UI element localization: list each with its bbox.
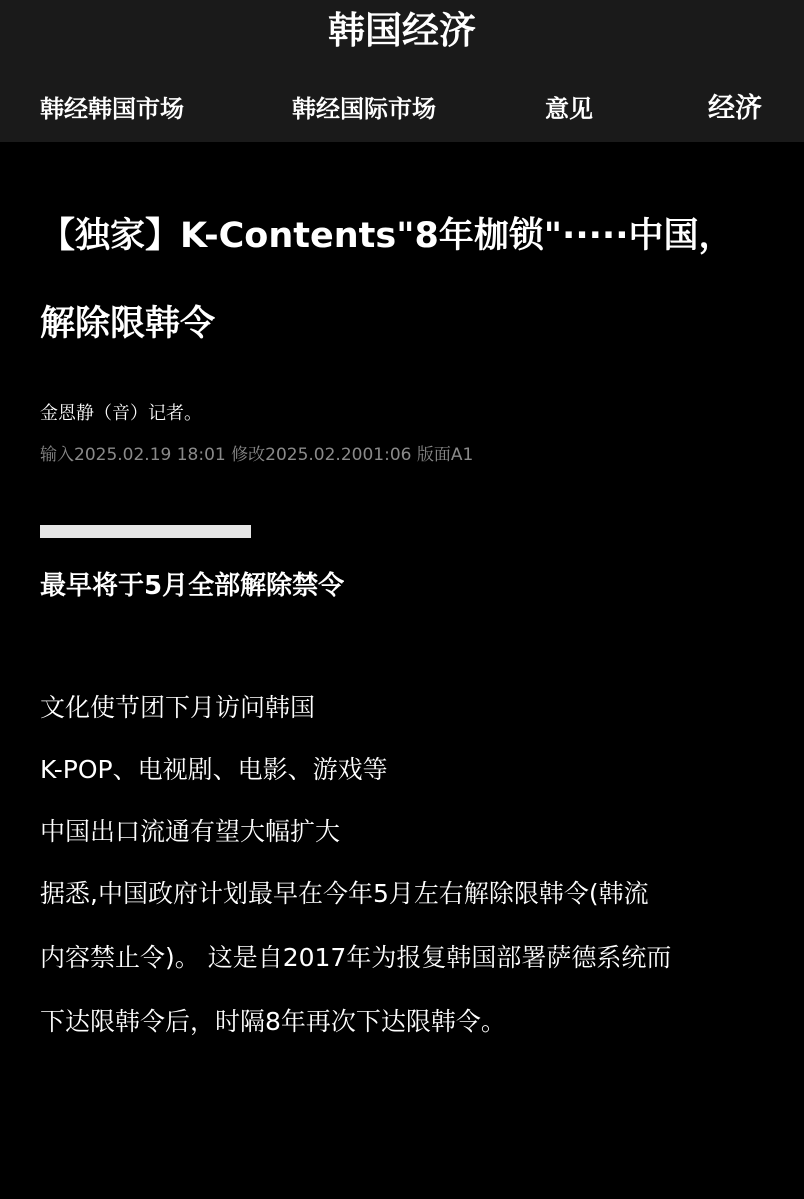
body-line: 据悉,中国政府计划最早在今年5月左右解除限韩令(韩流 [40, 879, 649, 908]
nav-bar [0, 82, 804, 136]
article-body [40, 862, 760, 1054]
summary-point: 文化使节团下月访问韩国 [40, 693, 316, 722]
nav-item-economy[interactable]: 经济 [708, 93, 762, 124]
summary-point: 中国出口流通有望大幅扩大 [40, 817, 341, 846]
article-subhead: 最早将于5月全部解除禁令 [40, 571, 345, 601]
section-divider [40, 525, 251, 538]
top-bar [0, 0, 804, 142]
headline-line-2: 解除限韩令 [40, 304, 216, 344]
body-line: 内容禁止令)。 这是自2017年为报复韩国部署萨德系统而 [40, 943, 672, 972]
byline: 金恩静（音）记者。 [40, 403, 202, 424]
article-meta: 输入2025.02.19 18:01 修改2025.02.2001:06 版面A1 [40, 445, 474, 465]
body-line: 下达限韩令后，时隔8年再次下达限韩令。 [40, 1007, 506, 1036]
nav-item-korea-market[interactable]: 韩经韩国市场 [40, 95, 184, 123]
nav-item-opinion[interactable]: 意见 [545, 95, 593, 123]
nav-item-international-market[interactable]: 韩经国际市场 [292, 95, 436, 123]
summary-point: K-POP、电视剧、电影、游戏等 [40, 755, 388, 784]
article-headline [40, 192, 780, 368]
headline-line-1: 【独家】K-Contents"8年枷锁"·····中国， [40, 216, 734, 256]
site-title[interactable]: 韩国经济 [328, 9, 476, 52]
